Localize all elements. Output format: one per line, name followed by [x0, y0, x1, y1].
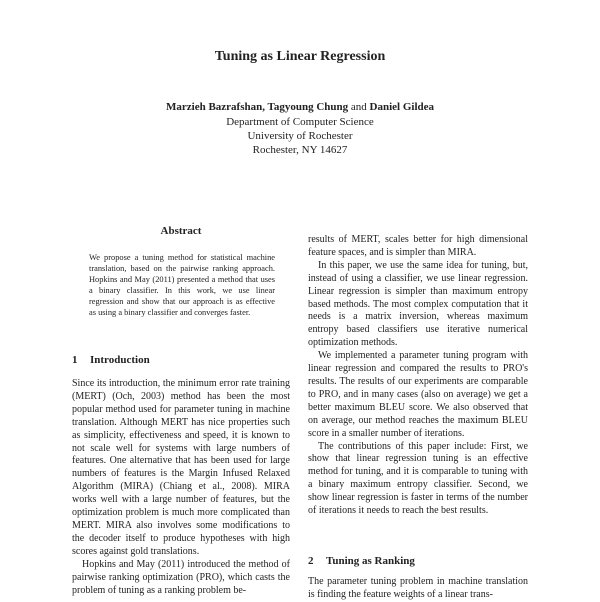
paper-title: Tuning as Linear Regression — [214, 49, 386, 64]
section-1-title: Introduction — [90, 354, 150, 366]
section-2-body — [308, 576, 528, 602]
author-3: Daniel Gildea — [369, 101, 435, 113]
right-column-body — [308, 234, 528, 518]
intro-paragraph-2: Hopkins and May (2011) introduced the method of pairwise ranking optimization (PRO), which casts the problem of tuning as a ranking problem be- — [72, 558, 290, 596]
author-1: Marzieh Bazrafshan — [165, 101, 263, 113]
author-list — [0, 101, 600, 113]
intro-paragraph-5: The contributions of this paper include: First, we show that linear regression tuning is an effective method for tuning, and it is comparable to tuning with a binary maximum entropy classifier. Second, we show linear regression is faster in terms of the number of iterations it needs to reach the best results. — [308, 440, 528, 517]
abstract-heading: Abstract — [160, 225, 202, 237]
author-2: Tagyoung Chung — [267, 101, 349, 113]
affiliation-department: Department of Computer Science — [226, 116, 374, 128]
intro-paragraph-3: In this paper, we use the same idea for tuning, but, instead of using a classifier, we use linear regression. Linear regression is simpler than maximum entropy based methods. The most complex computation that it needs is a matrix inversion, whereas maximum entropy based classifiers use iterative numerical optimization methods. — [308, 259, 528, 349]
left-column-body — [72, 378, 290, 597]
section-1-heading — [72, 354, 150, 366]
section-2-number: 2 — [308, 555, 314, 567]
author-and: and — [350, 101, 367, 113]
section-2-paragraph-1: The parameter tuning problem in machine translation is finding the feature weights of a linear trans- — [308, 576, 528, 600]
abstract-body — [89, 253, 275, 318]
section-1-number: 1 — [72, 354, 78, 366]
author-separator: , — [262, 101, 268, 113]
section-2-title: Tuning as Ranking — [326, 555, 415, 567]
intro-continuation: results of MERT, scales better for high dimensional feature spaces, and is simpler than MIRA. — [308, 234, 528, 258]
intro-paragraph-1: Since its introduction, the minimum error rate training (MERT) (Och, 2003) method has been the most popular method used for parameter tuning in machine translation. Although MERT has nice properties such as simplicity, effectiveness and speed, it is known to not scale well for systems with large numbers of features. One alternative that has been used for large numbers of features is the Margin Infused Relaxed Algorithm (MIRA) (Chiang et al., 2008). MIRA works well with a large number of features, but the optimization problem is much more complicated than MERT. MIRA also involves some modifications to the decoder itself to produce hypotheses with high scores against gold translations. — [72, 378, 290, 557]
intro-paragraph-4: We implemented a parameter tuning program with linear regression and compared the results to PRO's results. The results of our experiments are comparable to PRO, and in many cases (also on average) we get a better maximum BLEU score. We also observed that on average, our method reaches the maximum BLEU score in a smaller number of iterations. — [308, 350, 528, 439]
affiliation-university: University of Rochester — [247, 130, 353, 142]
affiliation-address: Rochester, NY 14627 — [252, 144, 348, 156]
abstract-text: We propose a tuning method for statistical machine translation, based on the pairwise ranking approach. Hopkins and May (2011) presented a method that uses a binary classifier. In this work, we use linear regression and show that our approach is as effective as using a binary classifier and converges faster. — [89, 253, 275, 317]
section-2-heading — [308, 555, 415, 567]
